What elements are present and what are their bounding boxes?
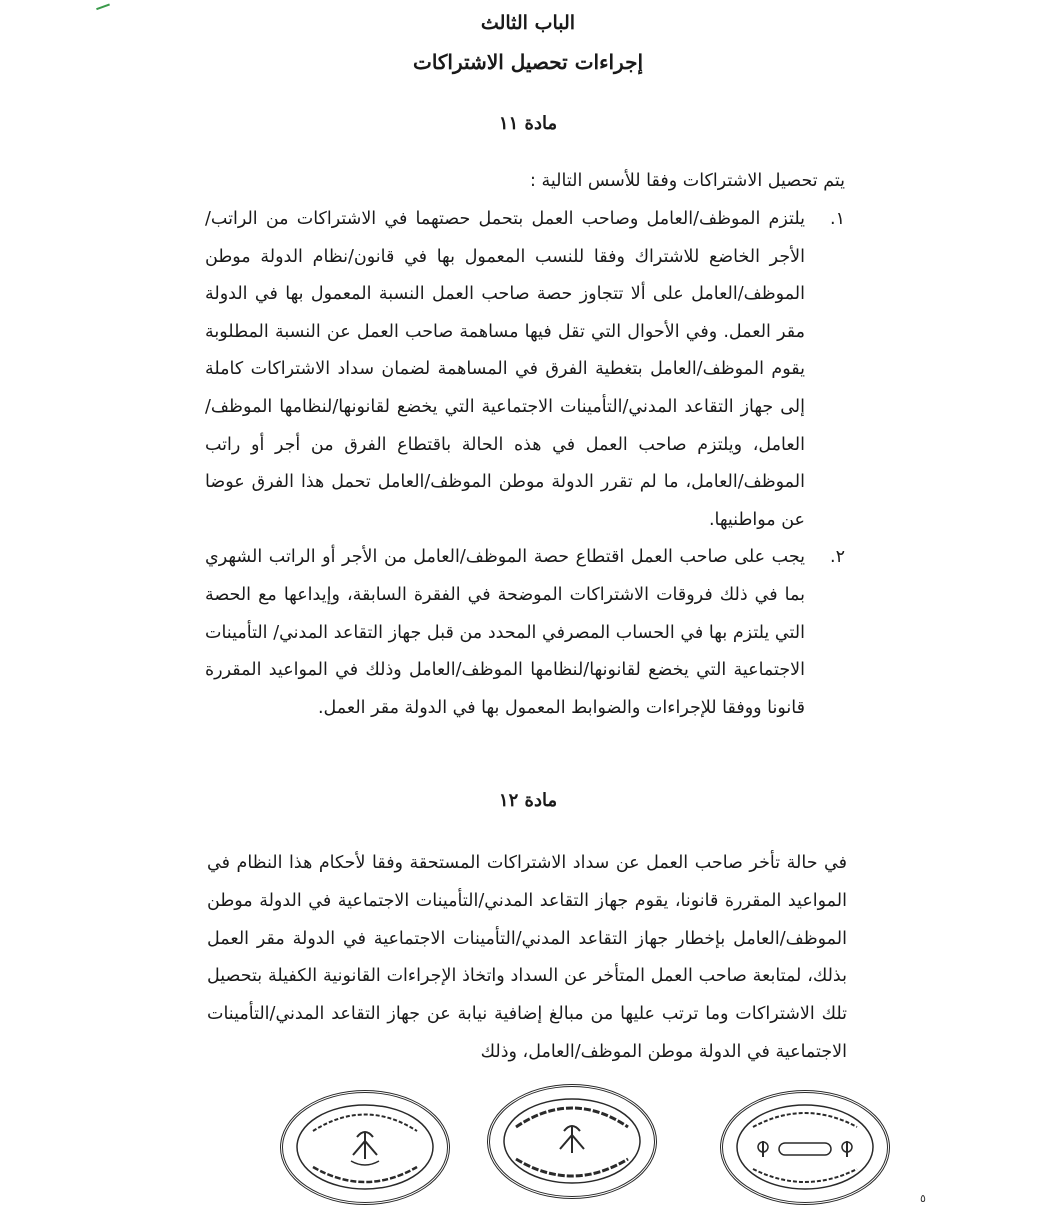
- list-item-number: ٢.: [830, 547, 845, 568]
- stamp-experts-commission: [280, 1090, 450, 1205]
- list-item-number: ١.: [830, 209, 845, 229]
- article-12-paragraph: في حالة تأخر صاحب العمل عن سداد الاشتراكات المستحقة وفقا لأحكام هذا النظام في المواعيد المقررة قانونا، يقوم جهاز التقاعد المدني/التأمينات الاجتماعية في الدولة موطن الموظف/العامل بإخطار جهاز التقاعد المدني/التأمينات الاجتماعية في الدولة مقر العمل بذلك، لمتابعة صاحب العمل المتأخر عن السداد واتخاذ الإجراءات القانونية الكفيلة بتحصيل تلك الاشتراكات وما ترتب عليها من مبالغ إضافية نيابة عن جهاز التقاعد المدني/التأمينات الاجتماعية في الدولة موطن الموظف/العامل، وذلك: [207, 853, 847, 1062]
- stamp-seal-icon: [283, 1093, 447, 1202]
- list-item-text: يجب على صاحب العمل اقتطاع حصة الموظف/العامل من الأجر أو الراتب الشهري بما في ذلك فروقات الاشتراكات الموضحة في الفقرة السابقة، وإيداعها مع الحصة التي يلتزم بها في الحساب المصرفي المحدد من قبل جهاز التقاعد المدني/ التأمينات الاجتماعية التي يخضع لقانونها/لنظامها الموظف/العامل وذلك في المواعيد المقررة قانونا ووفقا للإجراءات والضوابط المعمول بها في الدولة مقر العمل.: [205, 547, 805, 718]
- stamp-general-secretariat: [487, 1084, 657, 1199]
- list-item: [205, 539, 845, 727]
- stamp-seal-icon: [490, 1087, 654, 1196]
- page-number: ٥: [920, 1192, 926, 1205]
- official-stamps: [280, 1080, 880, 1200]
- article-11-heading: مادة ١١: [498, 113, 558, 134]
- list-item-text: يلتزم الموظف/العامل وصاحب العمل بتحمل حصتهما في الاشتراكات من الراتب/الأجر الخاضع للاشتراك وفقا للنسب المعمول بها في قانون/نظام الدولة موطن الموظف/العامل على ألا تتجاوز حصة صاحب العمل النسبة المعمول بها في الدولة مقر العمل. وفي الأحوال التي تقل فيها مساهمة صاحب العمل عن النسبة المطلوبة يقوم الموظف/العامل بتغطية الفرق في المساهمة لضمان سداد الاشتراكات كاملة إلى جهاز التقاعد المدني/التأمينات الاجتماعية التي يخضع لقانونها/لنظامها الموظف/العامل، ويلتزم صاحب العمل في هذه الحالة باقتطاع الفرق من أجر أو راتب الموظف/العامل، ما لم تقرر الدولة موطن الموظف/العامل تحمل هذا الفرق عوضا عن مواطنيها.: [205, 209, 805, 530]
- corner-mark: [94, 0, 110, 10]
- article-11-list: [205, 201, 845, 727]
- article-12-heading: مادة ١٢: [498, 790, 558, 811]
- article-11-intro: يتم تحصيل الاشتراكات وفقا للأسس التالية :: [530, 171, 845, 191]
- chapter-subtitle: إجراءات تحصيل الاشتراكات: [412, 50, 644, 74]
- stamp-cabinet-presidency: [720, 1090, 890, 1205]
- chapter-title: الباب الثالث: [480, 12, 576, 34]
- stamp-seal-icon: [723, 1093, 887, 1202]
- list-item: [205, 201, 845, 539]
